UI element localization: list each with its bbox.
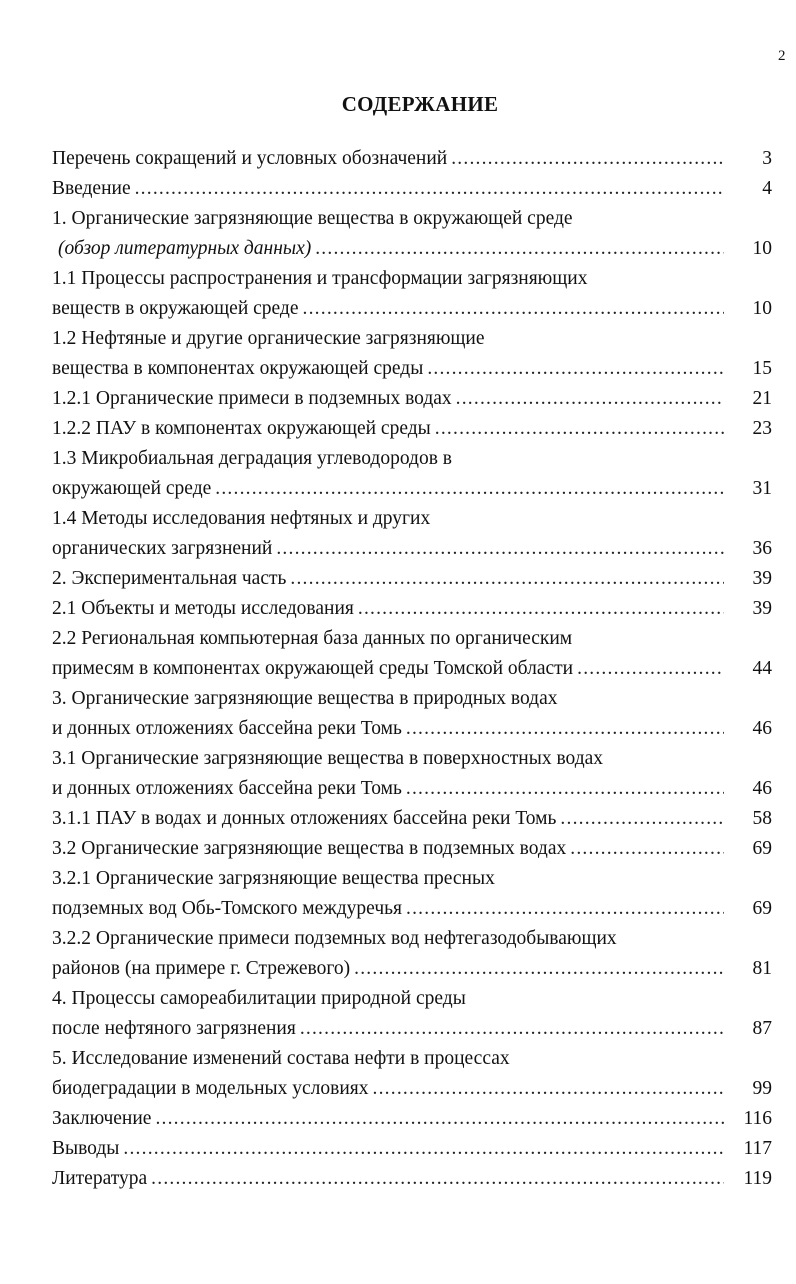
table-of-contents (52, 144, 772, 1194)
toc-entry-text: Заключение (52, 1108, 152, 1129)
toc-entry-line (52, 894, 772, 924)
toc-entry-line (52, 474, 772, 504)
toc-page-number: 36 (752, 538, 772, 559)
toc-entry-text: Введение (52, 178, 131, 199)
toc-entry-text: после нефтяного загрязнения (52, 1018, 296, 1039)
toc-entry-text: 1. Органические загрязняющие вещества в окружающей среде (52, 208, 573, 229)
toc-entry-line (52, 294, 772, 324)
toc-page-number: 119 (743, 1168, 772, 1189)
toc-entry-text: 5. Исследование изменений состава нефти в процессах (52, 1048, 510, 1069)
toc-page-number: 87 (752, 1018, 772, 1039)
toc-entry-line (52, 864, 772, 894)
toc-entry-line (52, 324, 772, 354)
toc-entry-text: 3.2.1 Органические загрязняющие вещества пресных (52, 868, 495, 889)
toc-entry-line (52, 264, 772, 294)
dot-leader (303, 294, 724, 324)
toc-entry-line (52, 624, 772, 654)
toc-entry-text: 2.2 Региональная компьютерная база данных по органическим (52, 628, 573, 649)
dot-leader (151, 1164, 724, 1194)
toc-entry-text: 4. Процессы самореабилитации природной среды (52, 988, 466, 1009)
dot-leader (406, 774, 724, 804)
toc-entry-text: районов (на примере г. Стрежевого) (52, 958, 351, 979)
toc-entry-text: Перечень сокращений и условных обозначений (52, 148, 448, 169)
dot-leader (215, 474, 724, 504)
toc-page-number: 10 (752, 238, 772, 259)
toc-page-number: 15 (752, 358, 772, 379)
toc-page-number: 117 (743, 1138, 772, 1159)
toc-entry-text: веществ в окружающей среде (52, 298, 299, 319)
toc-page-number: 4 (762, 178, 772, 199)
toc-entry-line (52, 414, 772, 444)
dot-leader (560, 804, 724, 834)
toc-entry-line (52, 204, 772, 234)
toc-entry-line (52, 1104, 772, 1134)
page-title: СОДЕРЖАНИЕ (341, 92, 499, 116)
toc-entry-line (52, 984, 772, 1014)
dot-leader (406, 714, 724, 744)
dot-leader (406, 894, 724, 924)
toc-entry-text: Литература (52, 1168, 148, 1189)
toc-entry-line (52, 594, 772, 624)
toc-page-number: 10 (752, 298, 772, 319)
dot-leader (123, 1134, 724, 1164)
dot-leader (577, 654, 724, 684)
toc-entry-line (52, 1164, 772, 1194)
toc-entry-text: вещества в компонентах окружающей среды (52, 358, 424, 379)
toc-page-number: 23 (752, 418, 772, 439)
toc-page-number: 21 (752, 388, 772, 409)
toc-entry-text: биодеградации в модельных условиях (52, 1078, 369, 1099)
toc-entry-text: 3.2.2 Органические примеси подземных вод нефтегазодобывающих (52, 928, 617, 949)
dot-leader (276, 534, 724, 564)
toc-entry-line (52, 954, 772, 984)
toc-entry-text: окружающей среде (52, 478, 212, 499)
toc-page-number: 99 (752, 1078, 772, 1099)
toc-entry-text: (обзор литературных данных) (58, 238, 312, 259)
toc-entry-text: органических загрязнений (52, 538, 273, 559)
toc-page-number: 69 (752, 898, 772, 919)
dot-leader (358, 594, 724, 624)
toc-entry-line (52, 1074, 772, 1104)
dot-leader (427, 354, 724, 384)
dot-leader (570, 834, 724, 864)
dot-leader (290, 564, 724, 594)
toc-entry-line (52, 174, 772, 204)
toc-page-number: 58 (752, 808, 772, 829)
dot-leader (435, 414, 724, 444)
toc-entry-line (52, 774, 772, 804)
toc-page-number: 31 (752, 478, 772, 499)
toc-entry-line (52, 504, 772, 534)
toc-page-number: 44 (752, 658, 772, 679)
toc-entry-text: 1.4 Методы исследования нефтяных и других (52, 508, 431, 529)
toc-entry-line (52, 1134, 772, 1164)
toc-entry-line (52, 924, 772, 954)
toc-entry-text: Выводы (52, 1138, 120, 1159)
toc-entry-line (52, 714, 772, 744)
toc-entry-line (52, 144, 772, 174)
toc-page-number: 3 (762, 148, 772, 169)
toc-page-number: 46 (752, 778, 772, 799)
toc-entry-line (52, 354, 772, 384)
toc-entry-text: 2.1 Объекты и методы исследования (52, 598, 354, 619)
dot-leader (155, 1104, 724, 1134)
toc-page-number: 69 (752, 838, 772, 859)
dot-leader (135, 174, 724, 204)
toc-entry-text: 3. Органические загрязняющие вещества в природных водах (52, 688, 558, 709)
dot-leader (300, 1014, 724, 1044)
toc-page-number: 46 (752, 718, 772, 739)
toc-page-number: 81 (752, 958, 772, 979)
toc-entry-text: 3.1 Органические загрязняющие вещества в поверхностных водах (52, 748, 604, 769)
toc-entry-text: 1.3 Микробиальная деградация углеводородов в (52, 448, 452, 469)
toc-entry-text: 2. Экспериментальная часть (52, 568, 287, 589)
toc-entry-line (52, 1044, 772, 1074)
toc-entry-line (52, 234, 772, 264)
toc-entry-line (52, 744, 772, 774)
dot-leader (315, 234, 724, 264)
toc-page-number: 39 (752, 598, 772, 619)
toc-entry-text: 1.1 Процессы распространения и трансформации загрязняющих (52, 268, 588, 289)
toc-entry-text: 3.1.1 ПАУ в водах и донных отложениях бассейна реки Томь (52, 808, 557, 829)
dot-leader (456, 384, 724, 414)
toc-entry-line (52, 1014, 772, 1044)
toc-entry-line (52, 444, 772, 474)
toc-page-number: 39 (752, 568, 772, 589)
toc-entry-line (52, 654, 772, 684)
toc-entry-text: и донных отложениях бассейна реки Томь (52, 718, 402, 739)
toc-entry-line (52, 534, 772, 564)
toc-entry-text: 3.2 Органические загрязняющие вещества в подземных водах (52, 838, 567, 859)
toc-entry-text: подземных вод Обь-Томского междуречья (52, 898, 403, 919)
toc-entry-line (52, 384, 772, 414)
page-number: 2 (778, 48, 786, 64)
toc-entry-line (52, 804, 772, 834)
toc-entry-line (52, 834, 772, 864)
toc-entry-line (52, 684, 772, 714)
toc-page-number: 116 (743, 1108, 772, 1129)
dot-leader (373, 1074, 724, 1104)
dot-leader (354, 954, 724, 984)
toc-entry-text: и донных отложениях бассейна реки Томь (52, 778, 402, 799)
toc-entry-text: 1.2.1 Органические примеси в подземных водах (52, 388, 452, 409)
dot-leader (451, 144, 724, 174)
toc-entry-text: примесям в компонентах окружающей среды Томской области (52, 658, 574, 679)
toc-entry-text: 1.2.2 ПАУ в компонентах окружающей среды (52, 418, 431, 439)
toc-entry-text: 1.2 Нефтяные и другие органические загрязняющие (52, 328, 485, 349)
toc-entry-line (52, 564, 772, 594)
